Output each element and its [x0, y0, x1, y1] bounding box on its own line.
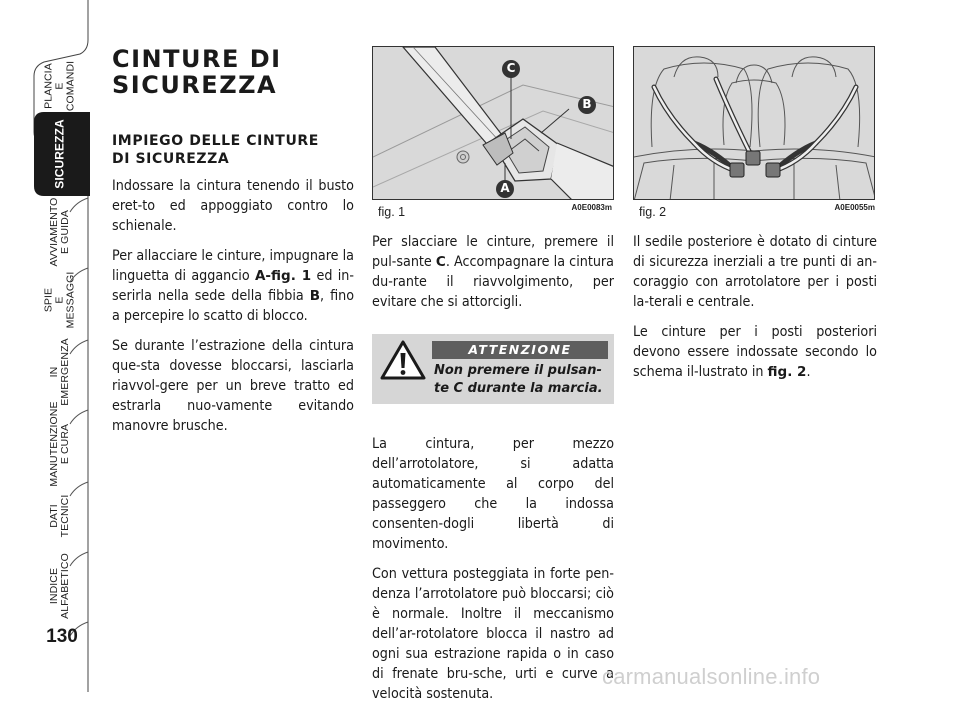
paragraph	[112, 246, 354, 326]
section-title: IMPIEGO DELLE CINTURE DI SICUREZZA	[112, 133, 319, 167]
tab-indice[interactable]	[30, 548, 90, 624]
figure-2	[633, 46, 875, 200]
tab-label: INDICE ALFABETICO	[48, 553, 71, 619]
page-title: CINTURE DI SICUREZZA	[112, 45, 282, 99]
tab-label: AVVIAMENTO E GUIDA	[48, 197, 71, 267]
figure-1-caption	[372, 200, 614, 222]
tab-spie[interactable]	[30, 262, 90, 338]
part-reference: B	[309, 288, 321, 304]
figure-code: A0E0055m	[834, 203, 875, 212]
paragraph: Il sedile posteriore è dotato di cinture di sicurezza inerziali a tre punti di an-coraggio con arrotolatore per i posti la-terali e centrale.	[633, 234, 877, 310]
tab-avviamento[interactable]	[30, 192, 90, 272]
figure-number: fig. 2	[639, 205, 667, 219]
figure-2-caption	[633, 200, 877, 222]
paragraph: Con vettura posteggiata in forte pen-denza l’arrotolatore può bloccarsi; ciò è normale. Inoltre il meccanismo dell’ar-rotolatore blocca il nastro ad ogni sua estrazione rapida o in caso di frenate bru-sche, urti e curve a velocità sostenuta.	[372, 566, 614, 702]
warning-message: Non premere il pulsan- te C durante la marcia.	[434, 363, 603, 396]
warning-triangle-icon	[380, 340, 426, 380]
column-left	[112, 46, 354, 446]
figure-number: fig. 1	[378, 205, 406, 219]
text: .	[806, 364, 811, 380]
text: Per allacciare le cinture, impugnare la linguetta di aggancio	[112, 248, 354, 284]
callouts	[373, 47, 614, 200]
figure-1	[372, 46, 614, 200]
tab-manutenzione[interactable]	[30, 401, 90, 487]
tab-label: IN EMERGENZA	[48, 338, 71, 406]
figure-reference: fig. 2	[767, 364, 807, 380]
warning-heading: ATTENZIONE	[432, 341, 608, 359]
text: Per slacciare le cinture, premere il pul-sante	[372, 234, 614, 270]
callout-a-label: A	[500, 181, 510, 195]
page-number: 130	[46, 626, 78, 647]
warning-box	[372, 334, 614, 404]
tab-label: SICUREZZA	[52, 119, 67, 189]
part-reference: C	[435, 254, 446, 270]
tab-sicurezza[interactable]	[30, 112, 90, 196]
rear-seat-belts-illustration	[634, 47, 875, 200]
tab-emergenza[interactable]	[30, 334, 90, 410]
callout-b-label: B	[582, 97, 592, 111]
watermark: carmanualsonline.info	[602, 664, 821, 689]
paragraph: Se durante l’estrazione della cintura que-sta dovesse bloccarsi, lasciarla riavvol-gere per un breve tratto ed estrarla nuo-vamente evitando manovre brusche.	[112, 338, 354, 434]
paragraph: Indossare la cintura tenendo il busto eret-to ed appoggiato contro lo schienale.	[112, 178, 354, 234]
tab-label: PLANCIA E COMANDI	[42, 60, 77, 112]
text: . Accompagnare la cintura du-rante il riavvolgimento, per evitare che si attorcigli.	[372, 254, 614, 310]
tab-label: MANUTENZIONE E CURA	[48, 401, 71, 487]
paragraph	[633, 322, 877, 382]
chapter-tabs	[0, 0, 92, 692]
paragraph: La cintura, per mezzo dell’arrotolatore, si adatta automaticamente al corpo del passeggero che la indossa consenten-dogli libertà di movimento.	[372, 436, 614, 552]
column-right	[633, 46, 877, 392]
text: , fino a percepire lo scatto di blocco.	[112, 288, 355, 324]
text: Le cinture per i posti posteriori devono essere indossate secondo lo schema il-lustrato in	[633, 324, 877, 380]
paragraph	[372, 232, 614, 312]
figure-code: A0E0083m	[571, 203, 612, 212]
callout-c-label: C	[506, 61, 516, 75]
tab-dati-tecnici[interactable]	[30, 480, 90, 552]
figure-reference: A-fig. 1	[254, 268, 312, 284]
text: ed in-serirla nella sede della fibbia	[112, 268, 354, 304]
tab-label: SPIE E MESSAGGI	[42, 271, 77, 329]
tab-label: DATI TECNICI	[48, 494, 71, 538]
column-middle	[372, 46, 614, 714]
